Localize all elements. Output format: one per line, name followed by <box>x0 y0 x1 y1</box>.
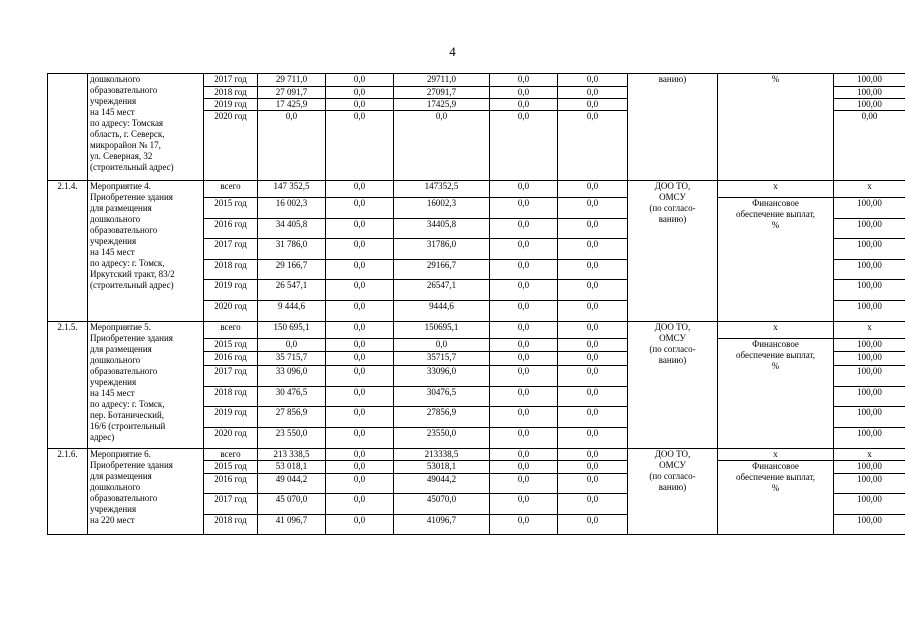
extra-budget-cell: 0,0 <box>558 449 628 461</box>
total-cell: 45 070,0 <box>258 494 326 515</box>
regional-budget-cell: 26547,1 <box>394 280 490 301</box>
regional-budget-cell: 16002,3 <box>394 198 490 219</box>
federal-budget-cell: 0,0 <box>326 407 394 428</box>
total-cell: 0,0 <box>258 111 326 181</box>
total-cell: 147 352,5 <box>258 181 326 198</box>
regional-budget-cell: 23550,0 <box>394 428 490 449</box>
year-cell: 2016 год <box>204 219 258 239</box>
federal-budget-cell: 0,0 <box>326 352 394 366</box>
local-budget-cell: 0,0 <box>490 322 558 339</box>
indicator-value-cell: 100,00 <box>834 352 905 366</box>
year-cell: 2016 год <box>204 474 258 494</box>
extra-budget-cell: 0,0 <box>558 87 628 99</box>
total-cell: 27 856,9 <box>258 407 326 428</box>
local-budget-cell: 0,0 <box>490 339 558 352</box>
extra-budget-cell: 0,0 <box>558 181 628 198</box>
event-name-cell: Мероприятие 6. Приобретение здания для размещения дошкольного образовательного учреждения на 220 мест <box>88 449 204 535</box>
indicator-value-cell: 0,00 <box>834 111 905 181</box>
program-table <box>47 73 905 535</box>
item-number-cell: 2.1.5. <box>48 322 88 449</box>
total-cell: 26 547,1 <box>258 280 326 301</box>
local-budget-cell: 0,0 <box>490 474 558 494</box>
indicator-name-cell: x <box>718 181 834 198</box>
indicator-value-cell: 100,00 <box>834 219 905 239</box>
indicator-value-cell: 100,00 <box>834 198 905 219</box>
federal-budget-cell: 0,0 <box>326 428 394 449</box>
federal-budget-cell: 0,0 <box>326 339 394 352</box>
extra-budget-cell: 0,0 <box>558 515 628 535</box>
extra-budget-cell: 0,0 <box>558 407 628 428</box>
federal-budget-cell: 0,0 <box>326 219 394 239</box>
regional-budget-cell: 53018,1 <box>394 461 490 474</box>
extra-budget-cell: 0,0 <box>558 111 628 181</box>
total-cell: 150 695,1 <box>258 322 326 339</box>
federal-budget-cell: 0,0 <box>326 387 394 407</box>
year-cell: 2015 год <box>204 339 258 352</box>
year-cell: всего <box>204 181 258 198</box>
federal-budget-cell: 0,0 <box>326 74 394 87</box>
table-row <box>48 181 905 198</box>
extra-budget-cell: 0,0 <box>558 494 628 515</box>
event-name-cell: дошкольного образовательного учреждения на 145 мест по адресу: Томская область, г. Северск, микрорайон № 17, ул. Северная, 32 (строительный адрес) <box>88 74 204 181</box>
indicator-name-cell: x <box>718 322 834 339</box>
year-cell: 2019 год <box>204 99 258 111</box>
year-cell: 2018 год <box>204 515 258 535</box>
executor-cell: ванию) <box>628 74 718 181</box>
local-budget-cell: 0,0 <box>490 111 558 181</box>
table-row <box>48 74 905 87</box>
federal-budget-cell: 0,0 <box>326 366 394 387</box>
event-name-cell: Мероприятие 5. Приобретение здания для размещения дошкольного образовательного учреждения на 145 мест по адресу: г. Томск, пер. Ботанический, 16/6 (строительный адрес) <box>88 322 204 449</box>
local-budget-cell: 0,0 <box>490 74 558 87</box>
year-cell: 2018 год <box>204 260 258 280</box>
indicator-value-cell: 100,00 <box>834 74 905 87</box>
indicator-value-cell: 100,00 <box>834 87 905 99</box>
item-number-cell <box>48 74 88 181</box>
extra-budget-cell: 0,0 <box>558 74 628 87</box>
local-budget-cell: 0,0 <box>490 198 558 219</box>
table-row <box>48 449 905 461</box>
total-cell: 33 096,0 <box>258 366 326 387</box>
federal-budget-cell: 0,0 <box>326 474 394 494</box>
indicator-value-cell: 100,00 <box>834 461 905 474</box>
regional-budget-cell: 31786,0 <box>394 239 490 260</box>
federal-budget-cell: 0,0 <box>326 280 394 301</box>
extra-budget-cell: 0,0 <box>558 280 628 301</box>
regional-budget-cell: 34405,8 <box>394 219 490 239</box>
local-budget-cell: 0,0 <box>490 494 558 515</box>
total-cell: 29 711,0 <box>258 74 326 87</box>
total-cell: 53 018,1 <box>258 461 326 474</box>
extra-budget-cell: 0,0 <box>558 461 628 474</box>
executor-cell: ДОО ТО, ОМСУ (по согласо- ванию) <box>628 322 718 449</box>
year-cell: 2017 год <box>204 239 258 260</box>
local-budget-cell: 0,0 <box>490 449 558 461</box>
indicator-value-cell: 100,00 <box>834 280 905 301</box>
federal-budget-cell: 0,0 <box>326 198 394 219</box>
event-name-cell: Мероприятие 4. Приобретение здания для размещения дошкольного образовательного учреждения на 145 мест по адресу: г. Томск, Иркутский тракт, 83/2 (строительный адрес) <box>88 181 204 322</box>
local-budget-cell: 0,0 <box>490 407 558 428</box>
total-cell: 35 715,7 <box>258 352 326 366</box>
executor-cell: ДОО ТО, ОМСУ (по согласо- ванию) <box>628 181 718 322</box>
regional-budget-cell: 0,0 <box>394 339 490 352</box>
indicator-value-cell: x <box>834 181 905 198</box>
indicator-name-cell: Финансовое обеспечение выплат, % <box>718 198 834 322</box>
total-cell: 30 476,5 <box>258 387 326 407</box>
year-cell: 2018 год <box>204 87 258 99</box>
local-budget-cell: 0,0 <box>490 352 558 366</box>
federal-budget-cell: 0,0 <box>326 260 394 280</box>
regional-budget-cell: 45070,0 <box>394 494 490 515</box>
year-cell: всего <box>204 449 258 461</box>
indicator-name-cell: % <box>718 74 834 181</box>
year-cell: 2020 год <box>204 301 258 322</box>
local-budget-cell: 0,0 <box>490 366 558 387</box>
item-number-cell: 2.1.6. <box>48 449 88 535</box>
indicator-value-cell: 100,00 <box>834 494 905 515</box>
indicator-value-cell: x <box>834 322 905 339</box>
regional-budget-cell: 213338,5 <box>394 449 490 461</box>
total-cell: 34 405,8 <box>258 219 326 239</box>
federal-budget-cell: 0,0 <box>326 449 394 461</box>
regional-budget-cell: 9444,6 <box>394 301 490 322</box>
federal-budget-cell: 0,0 <box>326 239 394 260</box>
indicator-name-cell: x <box>718 449 834 461</box>
federal-budget-cell: 0,0 <box>326 111 394 181</box>
total-cell: 16 002,3 <box>258 198 326 219</box>
regional-budget-cell: 27091,7 <box>394 87 490 99</box>
regional-budget-cell: 29166,7 <box>394 260 490 280</box>
extra-budget-cell: 0,0 <box>558 198 628 219</box>
regional-budget-cell: 27856,9 <box>394 407 490 428</box>
extra-budget-cell: 0,0 <box>558 239 628 260</box>
regional-budget-cell: 35715,7 <box>394 352 490 366</box>
year-cell: 2015 год <box>204 198 258 219</box>
extra-budget-cell: 0,0 <box>558 428 628 449</box>
extra-budget-cell: 0,0 <box>558 352 628 366</box>
local-budget-cell: 0,0 <box>490 239 558 260</box>
extra-budget-cell: 0,0 <box>558 474 628 494</box>
indicator-value-cell: 100,00 <box>834 407 905 428</box>
regional-budget-cell: 150695,1 <box>394 322 490 339</box>
indicator-value-cell: 100,00 <box>834 301 905 322</box>
regional-budget-cell: 147352,5 <box>394 181 490 198</box>
federal-budget-cell: 0,0 <box>326 461 394 474</box>
extra-budget-cell: 0,0 <box>558 99 628 111</box>
extra-budget-cell: 0,0 <box>558 301 628 322</box>
total-cell: 49 044,2 <box>258 474 326 494</box>
year-cell: 2020 год <box>204 111 258 181</box>
indicator-value-cell: 100,00 <box>834 99 905 111</box>
local-budget-cell: 0,0 <box>490 87 558 99</box>
extra-budget-cell: 0,0 <box>558 322 628 339</box>
year-cell: всего <box>204 322 258 339</box>
local-budget-cell: 0,0 <box>490 219 558 239</box>
item-number-cell: 2.1.4. <box>48 181 88 322</box>
regional-budget-cell: 33096,0 <box>394 366 490 387</box>
table-row <box>48 322 905 339</box>
year-cell: 2017 год <box>204 494 258 515</box>
indicator-value-cell: 100,00 <box>834 339 905 352</box>
federal-budget-cell: 0,0 <box>326 181 394 198</box>
year-cell: 2020 год <box>204 428 258 449</box>
regional-budget-cell: 49044,2 <box>394 474 490 494</box>
total-cell: 9 444,6 <box>258 301 326 322</box>
executor-cell: ДОО ТО, ОМСУ (по согласо- ванию) <box>628 449 718 535</box>
total-cell: 23 550,0 <box>258 428 326 449</box>
indicator-value-cell: 100,00 <box>834 239 905 260</box>
year-cell: 2019 год <box>204 407 258 428</box>
extra-budget-cell: 0,0 <box>558 260 628 280</box>
total-cell: 27 091,7 <box>258 87 326 99</box>
indicator-value-cell: 100,00 <box>834 515 905 535</box>
regional-budget-cell: 29711,0 <box>394 74 490 87</box>
regional-budget-cell: 17425,9 <box>394 99 490 111</box>
indicator-value-cell: 100,00 <box>834 474 905 494</box>
year-cell: 2015 год <box>204 461 258 474</box>
local-budget-cell: 0,0 <box>490 461 558 474</box>
regional-budget-cell: 0,0 <box>394 111 490 181</box>
federal-budget-cell: 0,0 <box>326 515 394 535</box>
regional-budget-cell: 30476,5 <box>394 387 490 407</box>
local-budget-cell: 0,0 <box>490 181 558 198</box>
total-cell: 17 425,9 <box>258 99 326 111</box>
indicator-value-cell: 100,00 <box>834 260 905 280</box>
local-budget-cell: 0,0 <box>490 260 558 280</box>
extra-budget-cell: 0,0 <box>558 387 628 407</box>
indicator-value-cell: 100,00 <box>834 387 905 407</box>
page-number: 4 <box>449 44 456 59</box>
year-cell: 2018 год <box>204 387 258 407</box>
year-cell: 2017 год <box>204 74 258 87</box>
local-budget-cell: 0,0 <box>490 428 558 449</box>
total-cell: 0,0 <box>258 339 326 352</box>
local-budget-cell: 0,0 <box>490 99 558 111</box>
federal-budget-cell: 0,0 <box>326 87 394 99</box>
federal-budget-cell: 0,0 <box>326 301 394 322</box>
local-budget-cell: 0,0 <box>490 301 558 322</box>
federal-budget-cell: 0,0 <box>326 99 394 111</box>
indicator-value-cell: 100,00 <box>834 366 905 387</box>
total-cell: 213 338,5 <box>258 449 326 461</box>
regional-budget-cell: 41096,7 <box>394 515 490 535</box>
extra-budget-cell: 0,0 <box>558 219 628 239</box>
extra-budget-cell: 0,0 <box>558 366 628 387</box>
extra-budget-cell: 0,0 <box>558 339 628 352</box>
federal-budget-cell: 0,0 <box>326 494 394 515</box>
total-cell: 29 166,7 <box>258 260 326 280</box>
indicator-value-cell: 100,00 <box>834 428 905 449</box>
federal-budget-cell: 0,0 <box>326 322 394 339</box>
local-budget-cell: 0,0 <box>490 280 558 301</box>
year-cell: 2016 год <box>204 352 258 366</box>
indicator-value-cell: x <box>834 449 905 461</box>
indicator-name-cell: Финансовое обеспечение выплат, % <box>718 339 834 449</box>
year-cell: 2017 год <box>204 366 258 387</box>
year-cell: 2019 год <box>204 280 258 301</box>
indicator-name-cell: Финансовое обеспечение выплат, % <box>718 461 834 535</box>
total-cell: 41 096,7 <box>258 515 326 535</box>
local-budget-cell: 0,0 <box>490 515 558 535</box>
total-cell: 31 786,0 <box>258 239 326 260</box>
local-budget-cell: 0,0 <box>490 387 558 407</box>
